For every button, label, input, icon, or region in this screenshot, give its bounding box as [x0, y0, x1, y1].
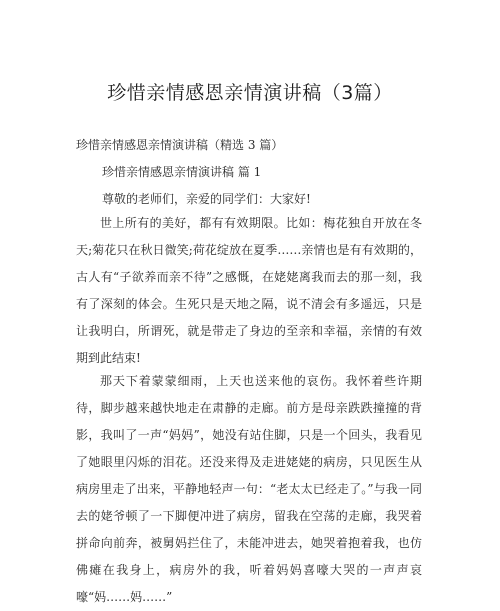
paragraph: 世上所有的美好，都有有效期限。比如：梅花独自开放在冬天;菊花只在秋日微笑;荷花绽放在夏季……亲情也是有有效期的，古人有“子欲养而亲不待”之感慨，在姥姥离我而去的那一刻，我有了深刻的体会。生死只是天地之隔，说不清会有多遥远，只是让我明白，所谓死，就是带走了身边的至亲和幸福，亲情的有效期到此结束!: [76, 216, 422, 365]
document-subtitle: 珍惜亲情感恩亲情演讲稿（精选 3 篇）: [76, 138, 284, 152]
greeting-line: 尊敬的老师们，亲爱的同学们：大家好!: [102, 192, 311, 206]
section-heading: 珍惜亲情感恩亲情演讲稿 篇 1: [102, 165, 262, 179]
document-title: 珍惜亲情感恩亲情演讲稿（3篇）: [107, 82, 393, 104]
paragraph: 那天下着蒙蒙细雨，上天也送来他的哀伤。我怀着些许期待，脚步越来越快地走在肃静的走廊。前方是母亲跌跌撞撞的背影，我叫了一声“妈妈”，她没有站住脚，只是一个回头，我看见了她眼里闪烁的泪花。还没来得及走进姥姥的病房，只见医生从病房里走了出来，平静地轻声一句：“老太太已经走了。”与我一同去的姥爷顿了一下脚便冲进了病房，留我在空荡的走廊，我哭着拼命向前奔，被舅妈拦住了，未能冲进去，她哭着抱着我，也仿佛瘫在我身上，病房外的我，听着妈妈喜嚎大哭的一声声哀嚎“妈……妈……”: [76, 374, 422, 604]
